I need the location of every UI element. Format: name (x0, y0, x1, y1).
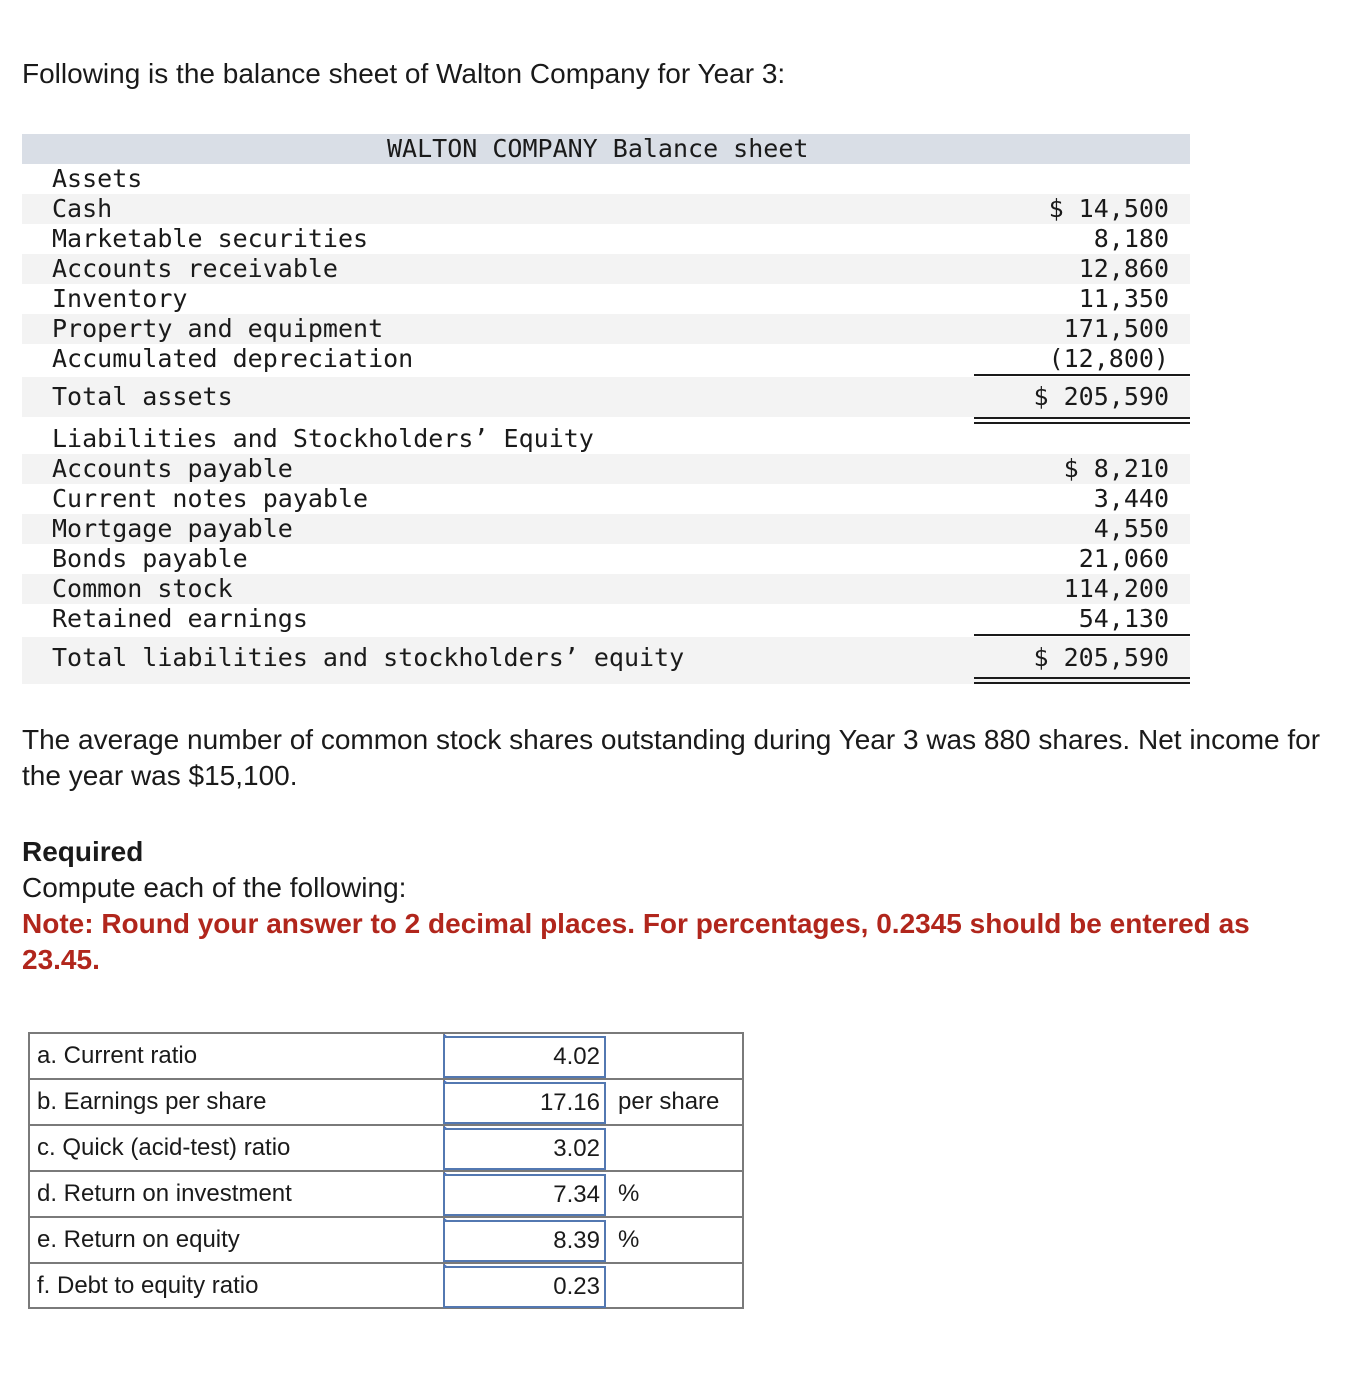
answer-input[interactable]: 17.16 (443, 1082, 606, 1124)
asset-row (22, 224, 1190, 254)
assets-heading-row (22, 164, 1190, 194)
liability-amount: 3,440 (1093, 484, 1169, 513)
asset-row (22, 284, 1190, 314)
answer-label: b. Earnings per share (37, 1088, 267, 1115)
liability-row (22, 574, 1190, 604)
problem-paragraph: The average number of common stock shares outstanding during Year 3 was 880 shares. Net income for the year was $15,100. (22, 724, 1321, 791)
liability-row (22, 604, 1190, 634)
liability-amount: 21,060 (1078, 544, 1169, 573)
answer-input[interactable]: 4.02 (443, 1036, 606, 1078)
answer-row (30, 1124, 742, 1172)
asset-amount: 12,860 (1078, 254, 1169, 283)
asset-row (22, 194, 1190, 224)
asset-row (22, 314, 1190, 344)
total-double-rule (974, 677, 1190, 684)
liability-label: Mortgage payable (52, 514, 293, 543)
answer-input[interactable]: 3.02 (443, 1128, 606, 1170)
liability-row (22, 514, 1190, 544)
asset-row (22, 344, 1190, 374)
answer-input[interactable]: 0.23 (443, 1266, 606, 1308)
answer-input[interactable]: 7.34 (443, 1174, 606, 1216)
subtotal-rule (974, 634, 1190, 636)
balance-sheet-title: WALTON COMPANY Balance sheet (387, 134, 809, 163)
asset-label: Marketable securities (52, 224, 369, 253)
answer-label: a. Current ratio (37, 1042, 198, 1069)
liability-amount: 54,130 (1078, 604, 1169, 633)
liability-label: Current notes payable (52, 484, 369, 513)
asset-amount: (12,800) (1048, 344, 1169, 373)
liabilities-heading: Liabilities and Stockholders’ Equity (52, 424, 594, 453)
liabilities-heading-row (22, 424, 1190, 454)
required-title: Required (22, 836, 144, 867)
answer-row (30, 1170, 742, 1218)
liability-label: Bonds payable (52, 544, 248, 573)
liability-label: Retained earnings (52, 604, 308, 633)
answer-label: f. Debt to equity ratio (37, 1272, 259, 1299)
answer-label: e. Return on equity (37, 1226, 240, 1253)
asset-label: Property and equipment (52, 314, 384, 343)
asset-amount: $ 14,500 (1048, 194, 1169, 223)
total-double-rule (974, 417, 1190, 424)
asset-amount: 8,180 (1093, 224, 1169, 253)
intro-text: Following is the balance sheet of Walton Company for Year 3: (22, 58, 786, 89)
answer-unit: % (618, 1180, 640, 1207)
asset-label: Cash (52, 194, 113, 223)
liability-amount: 4,550 (1093, 514, 1169, 543)
balance-sheet-header (22, 134, 1190, 164)
liability-amount: $ 8,210 (1063, 454, 1169, 483)
liability-row (22, 454, 1190, 484)
total-liabilities-label: Total liabilities and stockholders’ equity (52, 643, 685, 672)
total-assets-amount: $ 205,590 (1033, 382, 1169, 411)
rounding-note: Note: Round your answer to 2 decimal places. For percentages, 0.2345 should be entered as 23.45. (22, 908, 1250, 975)
asset-label: Inventory (52, 284, 188, 313)
answer-row (30, 1216, 742, 1264)
liability-label: Accounts payable (52, 454, 293, 483)
answer-row (30, 1078, 742, 1126)
answer-unit: per share (618, 1088, 720, 1115)
answer-label: d. Return on investment (37, 1180, 292, 1207)
answer-table (28, 1032, 744, 1309)
answer-label: c. Quick (acid-test) ratio (37, 1134, 291, 1161)
answer-input[interactable]: 8.39 (443, 1220, 606, 1262)
liability-label: Common stock (52, 574, 233, 603)
liability-amount: 114,200 (1063, 574, 1169, 603)
answer-unit: % (618, 1226, 640, 1253)
subtotal-rule (974, 374, 1190, 376)
asset-row (22, 254, 1190, 284)
asset-amount: 171,500 (1063, 314, 1169, 343)
total-liabilities-amount: $ 205,590 (1033, 643, 1169, 672)
liability-row (22, 484, 1190, 514)
liability-row (22, 544, 1190, 574)
answer-row (30, 1034, 742, 1080)
asset-amount: 11,350 (1078, 284, 1169, 313)
asset-label: Accumulated depreciation (52, 344, 414, 373)
assets-heading: Assets (52, 164, 143, 193)
asset-label: Accounts receivable (52, 254, 338, 283)
total-assets-label: Total assets (52, 382, 233, 411)
balance-sheet (22, 134, 1190, 684)
required-instruction: Compute each of the following: (22, 872, 407, 903)
total-assets-row (22, 377, 1190, 417)
answer-row (30, 1262, 742, 1310)
